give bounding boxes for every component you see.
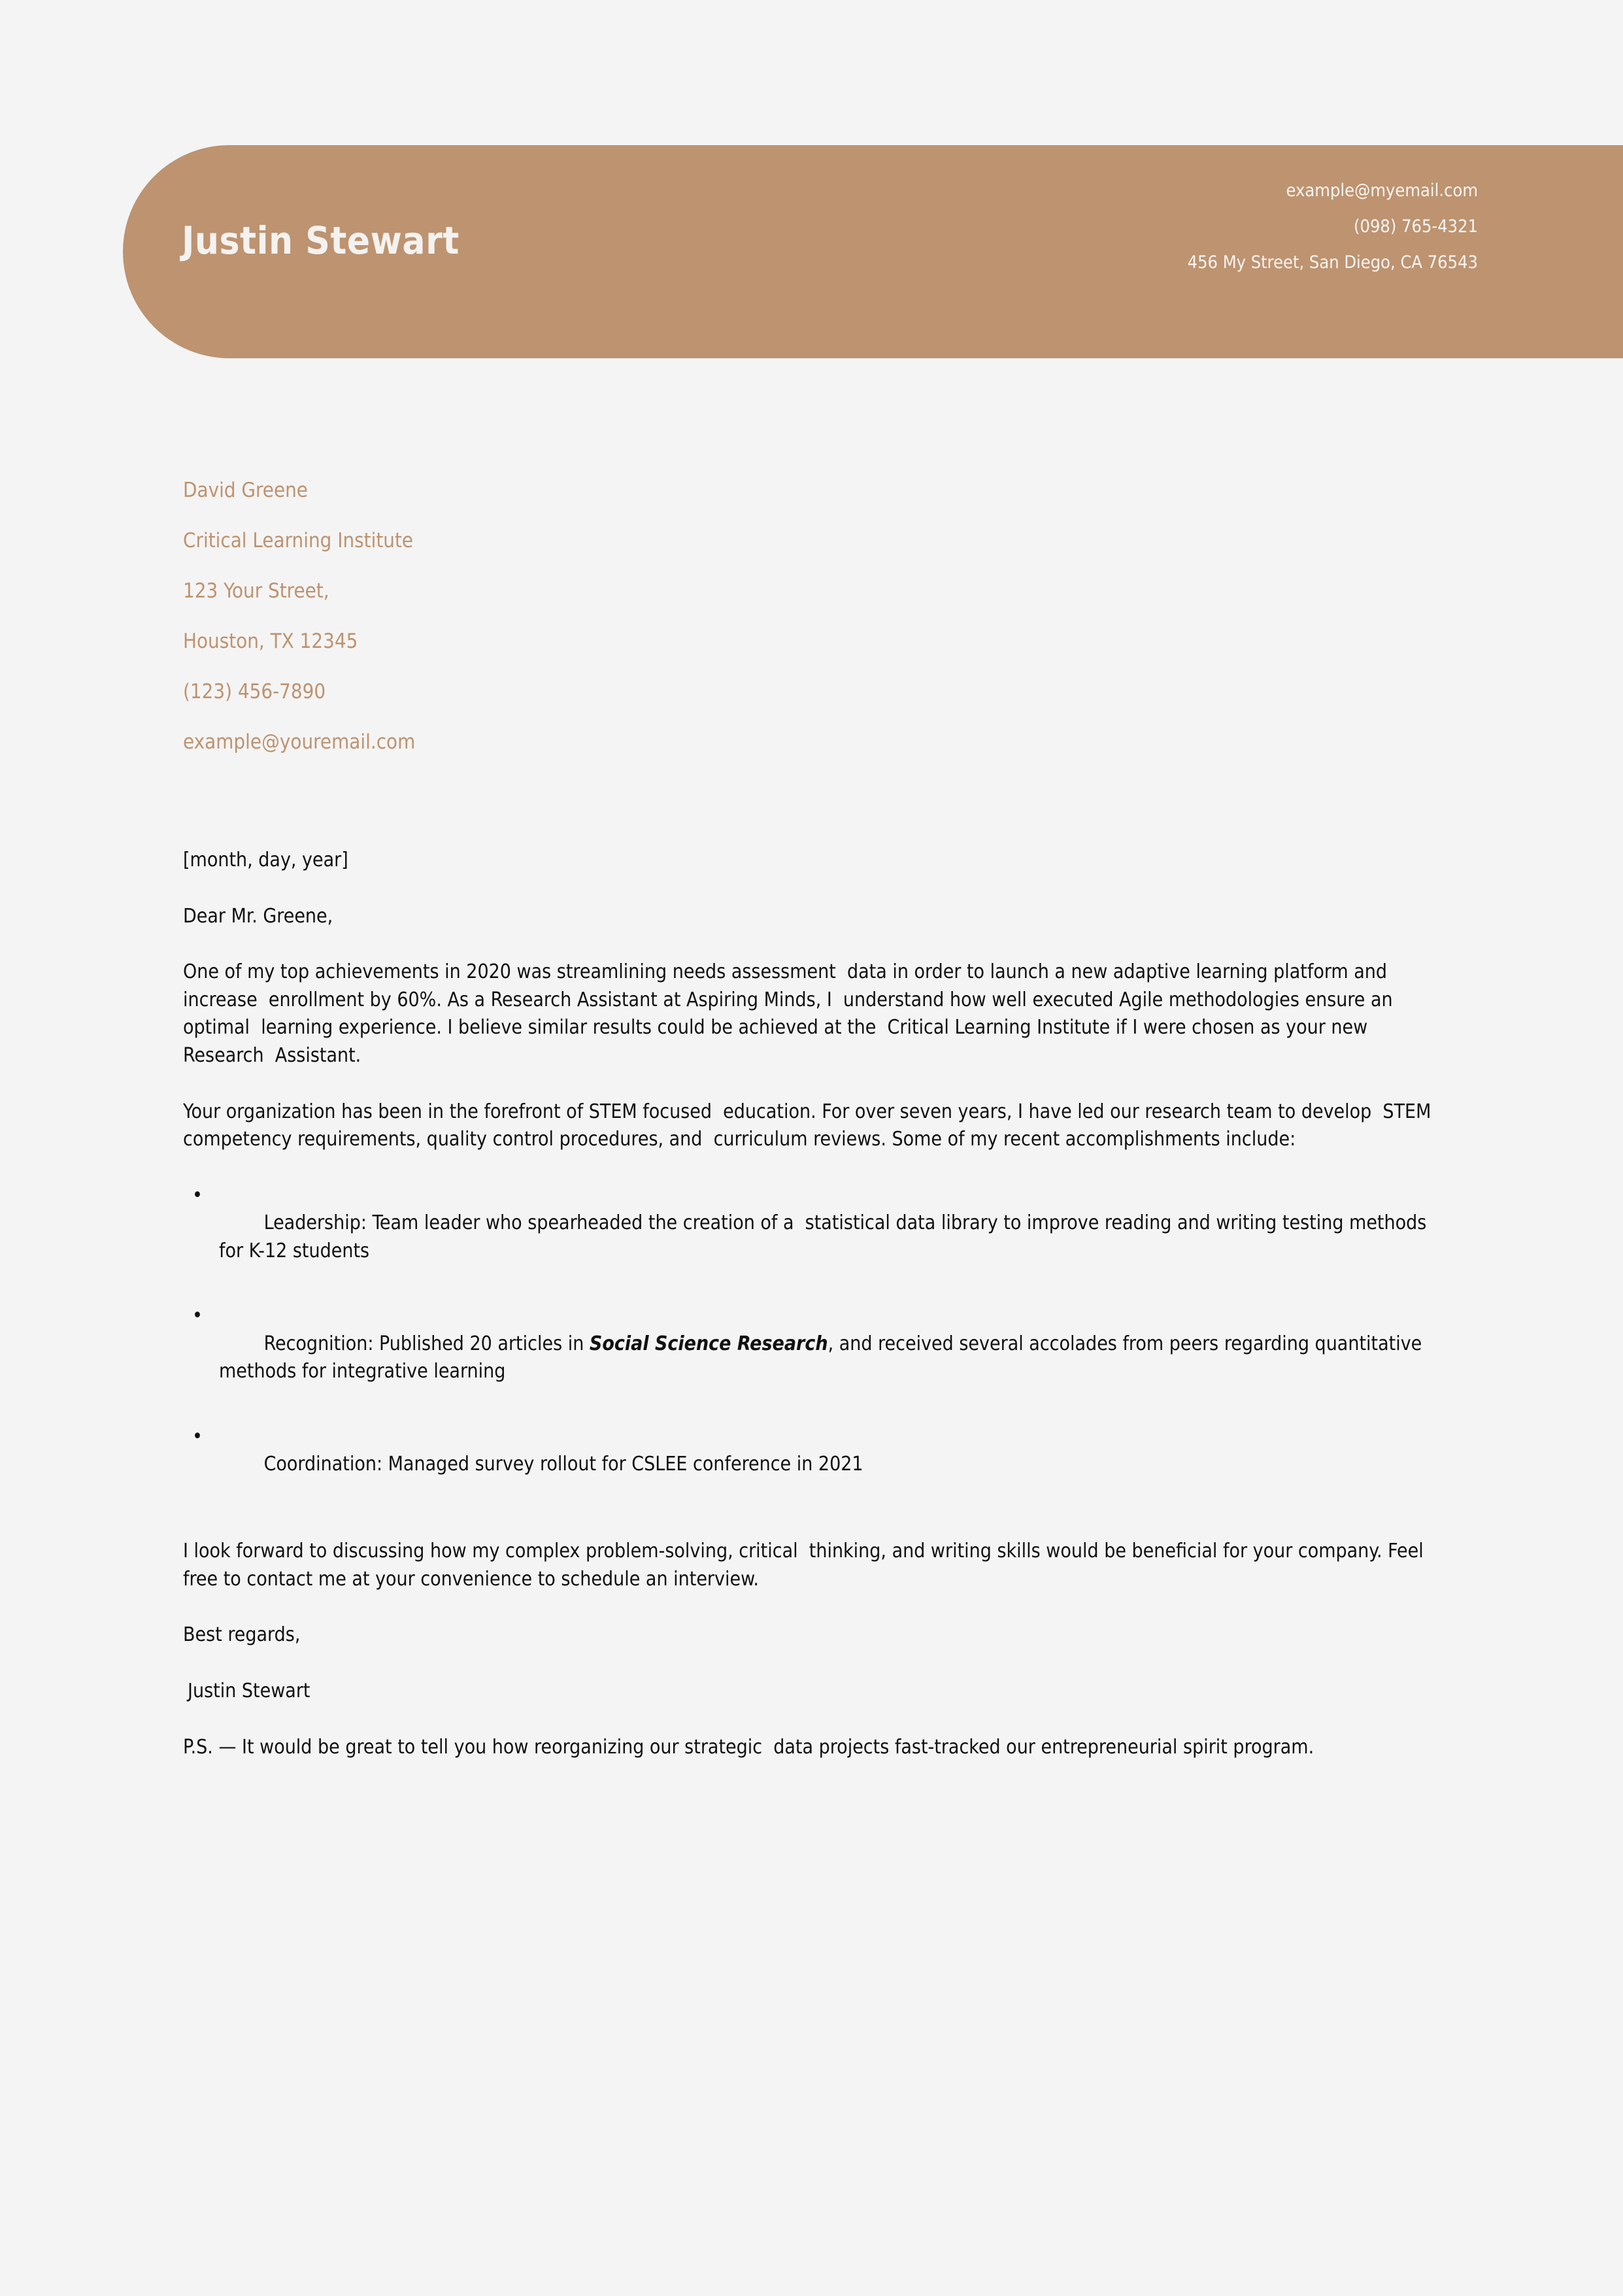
letter-postscript: P.S. — It would be great to tell you how reorganizing our strategic data projects fast-tracked our entrepreneurial spirit program.	[183, 1735, 1314, 1759]
recipient-city-state-zip: Houston, TX 12345	[183, 630, 358, 653]
applicant-phone: (098) 765-4321	[1354, 216, 1478, 237]
recipient-organization: Critical Learning Institute	[183, 529, 414, 552]
letter-paragraph-3: I look forward to discussing how my complex problem-solving, critical thinking, and writing skills would be beneficial for your company. Feel free to contact me at your convenience to schedule an interview.	[183, 1540, 1435, 1591]
recipient-name: David Greene	[183, 479, 308, 502]
list-item	[183, 1423, 1448, 1507]
list-item-emphasis: Social Science Research	[589, 1332, 828, 1355]
recipient-phone: (123) 456-7890	[183, 680, 326, 703]
list-item	[183, 1182, 1448, 1293]
list-item	[183, 1302, 1448, 1413]
accomplishments-list	[183, 1182, 1448, 1507]
letter-signature: Justin Stewart	[188, 1680, 310, 1703]
list-item-text: Coordination: Managed survey rollout for CSLEE conference in 2021	[263, 1453, 863, 1476]
list-item-text: Leadership: Team leader who spearheaded the creation of a statistical data library to improve reading and writing testing methods for K-12 students	[219, 1211, 1438, 1262]
bullet-icon: •	[192, 1304, 203, 1328]
recipient-block	[183, 481, 415, 752]
letter-closing: Best regards,	[183, 1623, 301, 1647]
list-item-text: Recognition: Published 20 articles in	[263, 1332, 590, 1355]
applicant-name: Justin Stewart	[182, 218, 460, 263]
applicant-email: example@myemail.com	[1286, 180, 1478, 201]
letter-paragraph-2: Your organization has been in the forefront of STEM focused education. For over seven years, I have led our research team to develop STEM competency requirements, quality control procedures, and curriculum reviews. Some of my recent accomplishments include:	[183, 1100, 1437, 1151]
letter-date: [month, day, year]	[183, 849, 348, 871]
recipient-email: example@youremail.com	[183, 730, 416, 754]
recipient-street: 123 Your Street,	[183, 579, 329, 603]
bullet-icon: •	[192, 1425, 203, 1448]
letter-paragraph-1: One of my top achievements in 2020 was streamlining needs assessment data in order to launch a new adaptive learning platform and increase enrollment by 60%. As a Research Assistant at Aspiring Minds, I understand how well executed Agile methodologies ensure an optimal learning experience. I believe similar results could be achieved at the Critical Learning Institute if I were chosen as your new Research Assistant.	[183, 960, 1399, 1067]
letter-body	[183, 847, 1448, 1789]
bullet-icon: •	[192, 1183, 203, 1207]
list-item-text-tail: , and received several accolades from peers regarding quantitative methods for integrative learning	[219, 1332, 1428, 1383]
applicant-contact-block	[1188, 182, 1478, 271]
applicant-address: 456 My Street, San Diego, CA 76543	[1187, 252, 1478, 273]
letter-salutation: Dear Mr. Greene,	[183, 904, 333, 928]
